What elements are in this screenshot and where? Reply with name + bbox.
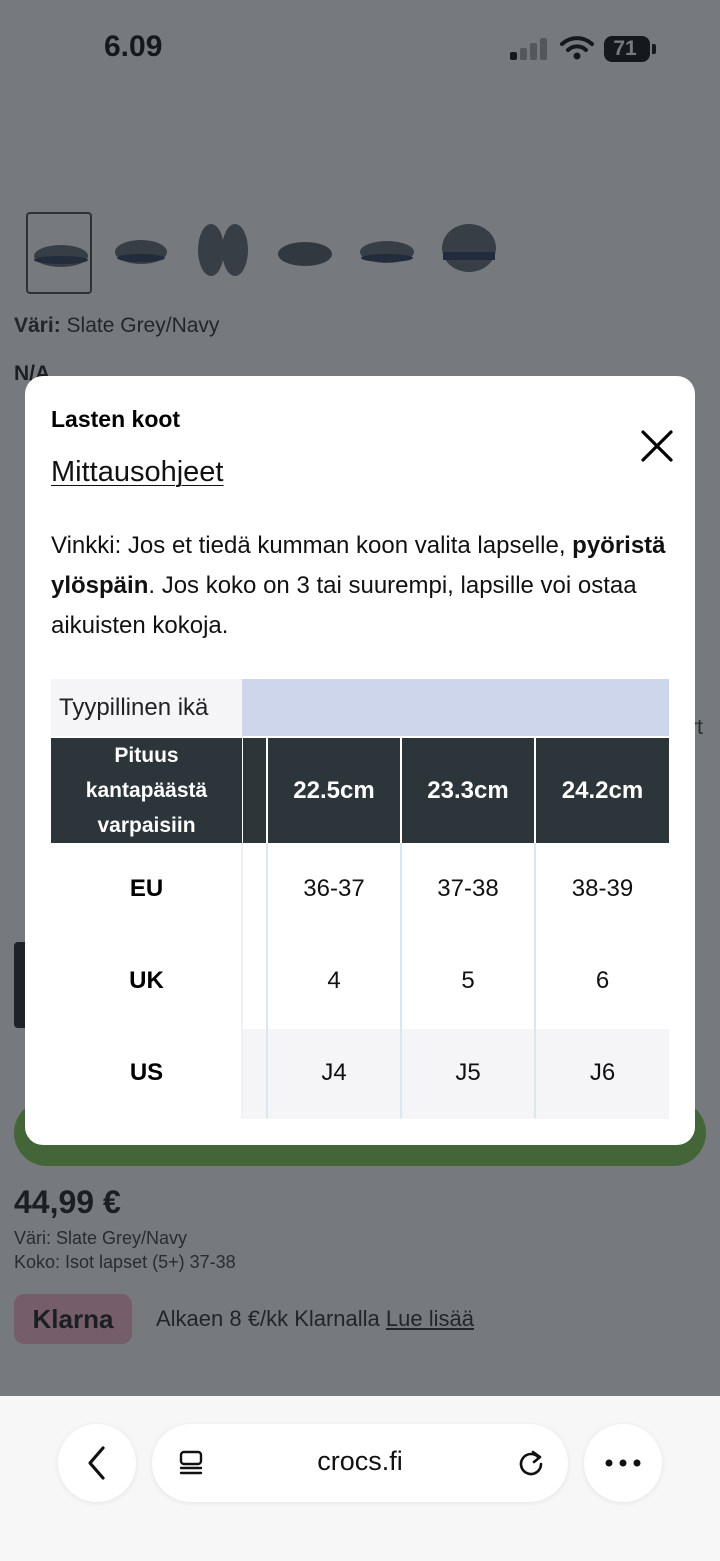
size-table — [51, 679, 669, 1118]
length-value: 24.2cm — [536, 738, 669, 843]
length-row-label: Pituus kantapäästä varpaisiin — [51, 738, 242, 843]
table-header-gap — [243, 738, 266, 843]
url-text: crocs.fi — [317, 1446, 403, 1476]
size-cell: 38-39 — [571, 875, 634, 902]
length-value: 23.3cm — [402, 738, 534, 843]
tip-emphasis: pyöristä ylöspäin — [51, 532, 666, 599]
age-row-values — [242, 679, 669, 736]
measuring-guide-link[interactable]: Mittausohjeet — [51, 456, 224, 488]
size-tip: Vinkki: Jos et tiedä kumman koon valita lapselle, pyöristä ylöspäin. Jos koko on 3 tai suurempi, lapsille voi ostaa aikuisten kokoja. — [51, 532, 666, 639]
tabs-icon[interactable] — [176, 1448, 206, 1478]
size-cell: 6 — [595, 967, 610, 994]
size-cell: J6 — [589, 1059, 616, 1086]
size-cell: 4 — [327, 967, 341, 994]
size-cell: J5 — [455, 1059, 481, 1086]
size-cell: 5 — [461, 967, 475, 994]
row-label-uk: UK — [129, 967, 164, 994]
size-cell: 36-37 — [303, 875, 365, 902]
row-label-us: US — [129, 1059, 164, 1086]
address-bar[interactable] — [152, 1424, 568, 1502]
more-icon — [584, 1424, 662, 1502]
modal-title: Lasten koot — [51, 406, 181, 432]
browser-toolbar — [0, 1396, 720, 1561]
row-label-eu: EU — [129, 875, 164, 902]
size-chart-modal — [25, 376, 695, 1145]
close-icon[interactable] — [637, 426, 677, 466]
age-row-label: Tyypillinen ikä — [51, 679, 242, 736]
back-button[interactable] — [58, 1424, 136, 1502]
chevron-left-icon — [58, 1424, 136, 1502]
reload-icon[interactable] — [514, 1446, 548, 1480]
size-cell: J4 — [321, 1059, 347, 1086]
size-cell: 37-38 — [437, 875, 499, 902]
length-value: 22.5cm — [268, 738, 400, 843]
more-options-button[interactable] — [584, 1424, 662, 1502]
